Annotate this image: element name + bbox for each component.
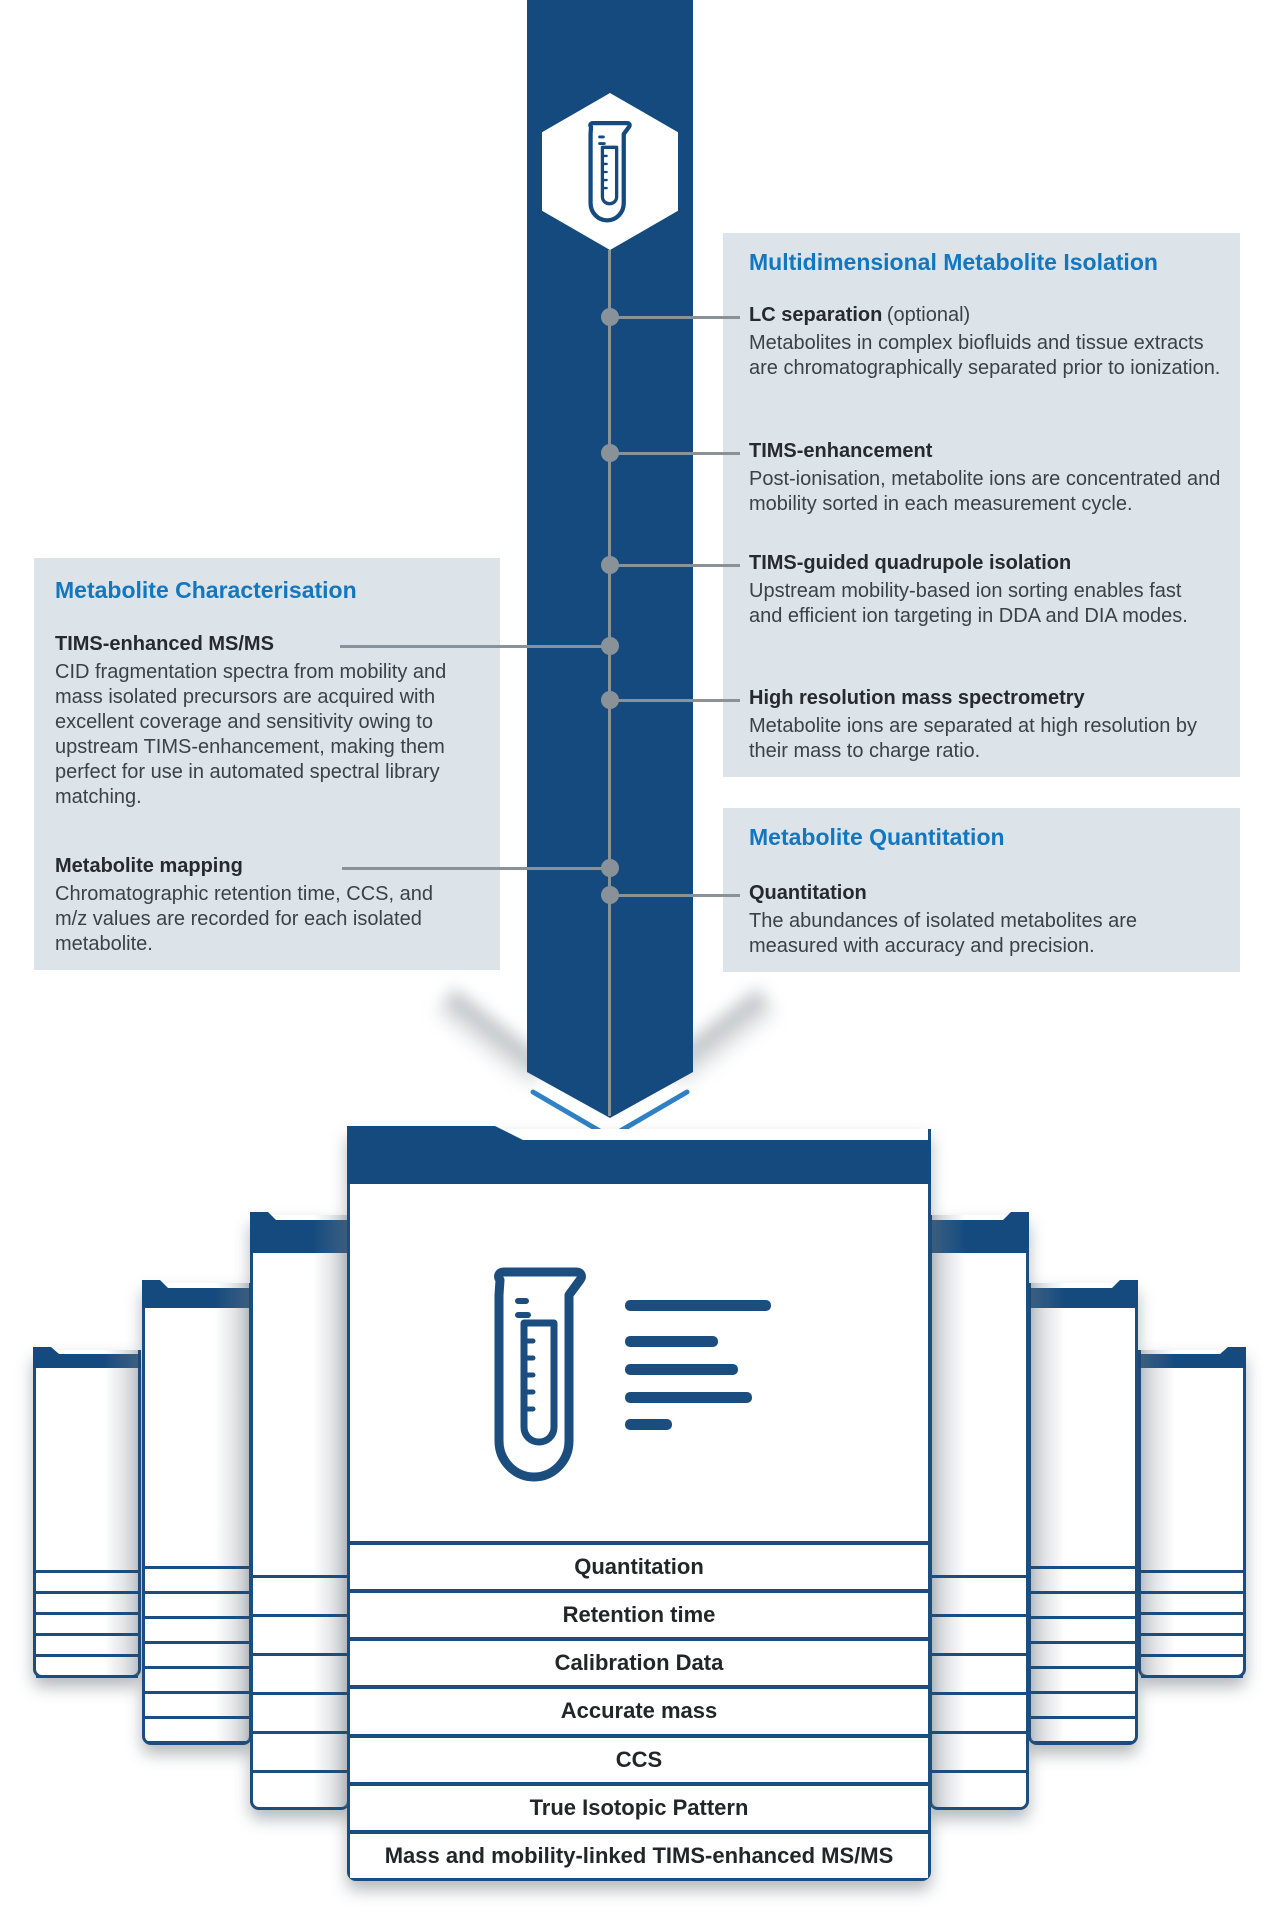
- connector-tims-enhancement: [610, 452, 740, 455]
- item-title: LC separation: [749, 304, 883, 326]
- folder-tab: [347, 1126, 931, 1184]
- timeline-dot-lc: [601, 308, 619, 326]
- panel-quantitation-title: Metabolite Quantitation: [749, 824, 1005, 850]
- item-lc-separation: [749, 304, 1229, 381]
- item-title: TIMS-guided quadrupole isolation: [749, 552, 1072, 574]
- folder-rows: [350, 1541, 928, 1878]
- text-line-icon: [625, 1419, 672, 1430]
- row-accurate-mass: Accurate mass: [350, 1685, 928, 1733]
- item-body: Post-ionisation, metabolite ions are concentrated and mobility sorted in each measurement cycle.: [749, 468, 1221, 515]
- stacked-card: [1138, 1350, 1246, 1678]
- item-title: TIMS-enhanced MS/MS: [55, 633, 274, 655]
- item-title: TIMS-enhancement: [749, 440, 933, 462]
- text-line-icon: [625, 1392, 752, 1403]
- row-calibration: Calibration Data: [350, 1637, 928, 1685]
- item-body: Chromatographic retention time, CCS, and m/z values are recorded for each isolated metabolite.: [55, 883, 433, 955]
- item-body: CID fragmentation spectra from mobility and mass isolated precursors are acquired with excellent coverage and sensitivity owing to upstream TIMS-enhancement, making them perfect for use in automated spectral library matching.: [55, 661, 447, 808]
- stacked-card: [142, 1283, 252, 1745]
- row-quantitation: Quantitation: [350, 1541, 928, 1589]
- item-quantitation: [749, 882, 1209, 959]
- test-tube-report-icon: [490, 1259, 780, 1499]
- item-body: Metabolite ions are separated at high resolution by their mass to charge ratio.: [749, 715, 1198, 762]
- item-tims-enhancement: [749, 440, 1239, 517]
- item-title: Metabolite mapping: [55, 855, 243, 877]
- text-line-icon: [625, 1364, 738, 1375]
- item-tims-guided: [749, 552, 1189, 629]
- workflow-timeline: [608, 250, 611, 1116]
- panel-characterisation-title: Metabolite Characterisation: [55, 577, 357, 603]
- stacked-card: [250, 1215, 350, 1810]
- timeline-dot-tims-enhancement: [601, 444, 619, 462]
- row-msms: Mass and mobility-linked TIMS-enhanced MS/MS: [350, 1830, 928, 1878]
- text-line-icon: [625, 1300, 771, 1311]
- text-line-icon: [625, 1336, 718, 1347]
- timeline-dot-tims-msms: [601, 637, 619, 655]
- stacked-card: [33, 1350, 141, 1678]
- timeline-dot-tims-guided: [601, 556, 619, 574]
- item-title: High resolution mass spectrometry: [749, 687, 1085, 709]
- stacked-card: [1028, 1283, 1138, 1745]
- item-suffix: (optional): [886, 304, 971, 326]
- stacked-card: [929, 1215, 1029, 1810]
- row-ccs: CCS: [350, 1734, 928, 1782]
- item-body: Metabolites in complex biofluids and tissue extracts are chromatographically separated prior to ionization.: [749, 332, 1221, 379]
- row-isotopic: True Isotopic Pattern: [350, 1782, 928, 1830]
- item-body: Upstream mobility-based ion sorting enables fast and efficient ion targeting in DDA and DIA modes.: [749, 580, 1188, 627]
- connector-high-resolution: [610, 699, 740, 702]
- results-folder-card: [347, 1129, 931, 1881]
- item-high-resolution: [749, 687, 1209, 764]
- item-tims-msms: [55, 633, 467, 810]
- row-retention-time: Retention time: [350, 1589, 928, 1637]
- timeline-dot-mapping: [601, 859, 619, 877]
- connector-quantitation: [610, 894, 740, 897]
- item-title: Quantitation: [749, 882, 867, 904]
- item-body: The abundances of isolated metabolites are measured with accuracy and precision.: [749, 910, 1138, 957]
- timeline-dot-high-resolution: [601, 691, 619, 709]
- timeline-dot-quantitation: [601, 886, 619, 904]
- connector-lc-separation: [610, 316, 740, 319]
- connector-tims-guided: [610, 564, 740, 567]
- item-metabolite-mapping: [55, 855, 467, 957]
- test-tube-icon: [586, 117, 634, 227]
- panel-isolation-title: Multidimensional Metabolite Isolation: [749, 249, 1158, 275]
